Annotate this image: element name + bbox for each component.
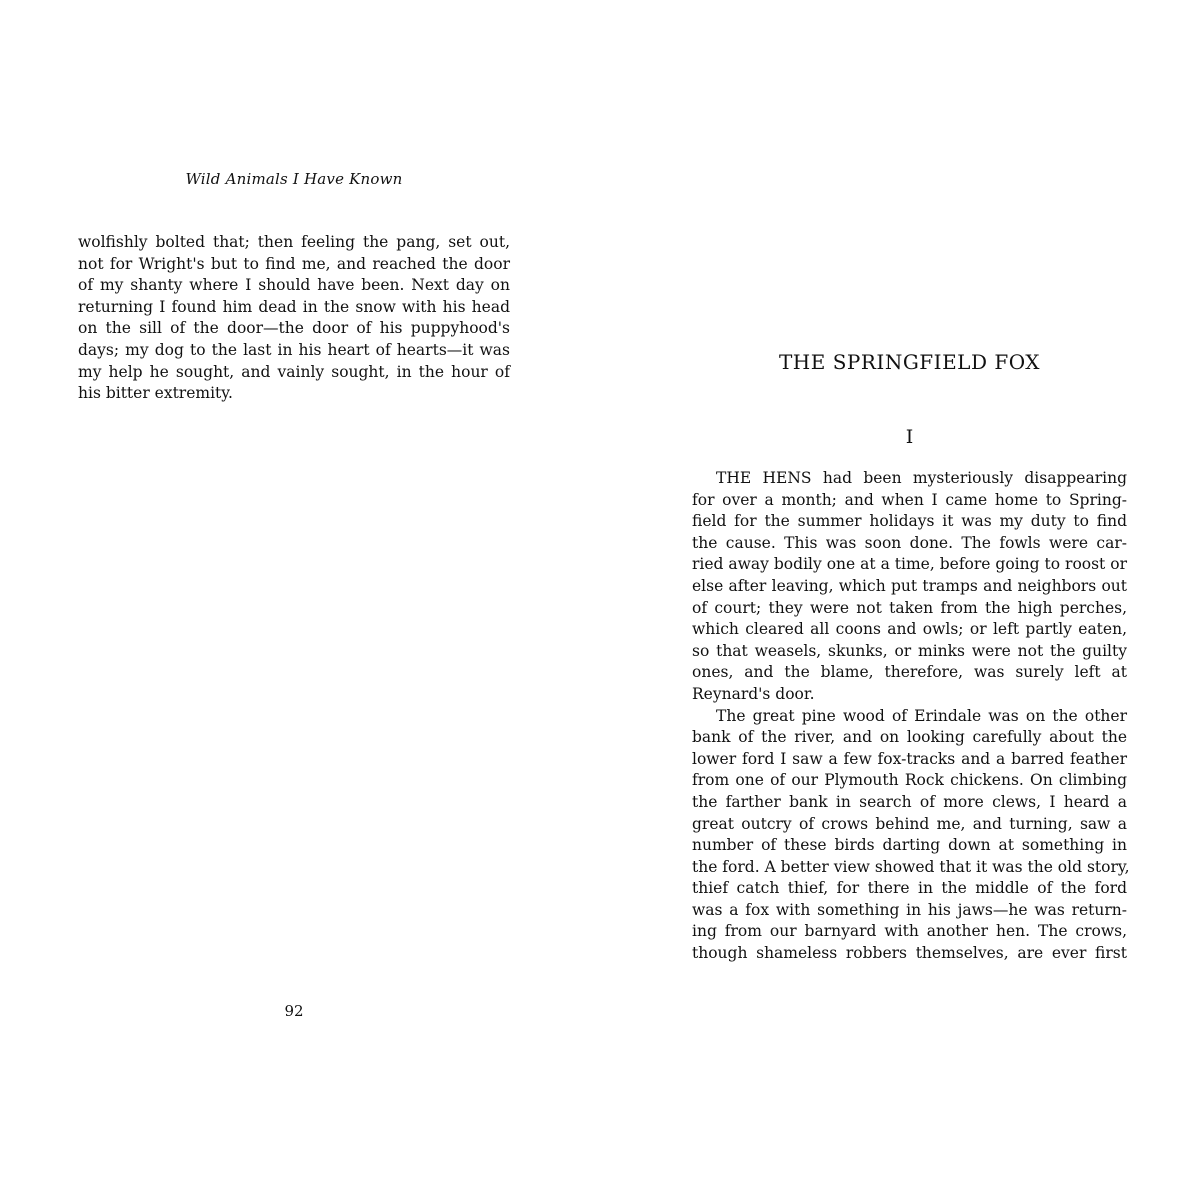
text-line: was a fox with something in his jaws—he was return- <box>692 900 1127 919</box>
text-line: thief catch thief, for there in the middle of the ford <box>692 879 1127 898</box>
text-line: of my shanty where I should have been. Next day on <box>78 276 510 295</box>
text-line: which cleared all coons and owls; or left partly eaten, <box>692 620 1127 639</box>
text-line: though shameless robbers themselves, are ever first <box>692 944 1127 963</box>
text-line: wolfishly bolted that; then feeling the pang, set out, <box>78 233 510 251</box>
text-line: for over a month; and when I came home to Spring- <box>692 490 1127 509</box>
text-line: great outcry of crows behind me, and turning, saw a <box>692 814 1127 833</box>
text-line: not for Wright's but to find me, and reached the door <box>78 254 510 273</box>
text-line: so that weasels, skunks, or minks were not the guilty <box>692 641 1127 660</box>
text-line: The great pine wood of Erindale was on the other <box>716 706 1127 725</box>
section-number: I <box>905 426 914 448</box>
text-line: else after leaving, which put tramps and neighbors out <box>692 576 1127 595</box>
text-line: my help he sought, and vainly sought, in the hour of <box>78 362 510 381</box>
text-line: from one of our Plymouth Rock chickens. On climbing <box>692 771 1127 790</box>
running-head: Wild Animals I Have Known <box>185 170 403 188</box>
text-line: ing from our barnyard with another hen. The crows, <box>692 922 1127 941</box>
text-line: the ford. A better view showed that it was the old story, <box>692 857 1130 876</box>
text-line: number of these birds darting down at something in <box>692 836 1127 855</box>
text-line: the cause. This was soon done. The fowls were car- <box>692 533 1127 552</box>
text-line: bank of the river, and on looking carefully about the <box>692 728 1127 747</box>
page-number: 92 <box>284 1002 304 1020</box>
left-page-text <box>78 232 510 405</box>
text-line: returning I found him dead in the snow with his head <box>78 297 510 316</box>
text-line: days; my dog to the last in his heart of hearts—it was <box>78 340 510 359</box>
text-line: lower ford I saw a few fox-tracks and a barred feather <box>692 749 1127 768</box>
text-line: Reynard's door. <box>692 684 815 703</box>
text-line: THE HENS had been mysteriously disappearing <box>716 469 1127 487</box>
text-line: the farther bank in search of more clews, I heard a <box>692 792 1127 811</box>
text-line: ried away bodily one at a time, before going to roost or <box>692 555 1127 574</box>
text-line: his bitter extremity. <box>78 384 233 403</box>
right-page <box>600 0 1200 1200</box>
text-line: on the sill of the door—the door of his puppyhood's <box>78 319 510 338</box>
text-line: field for the summer holidays it was my duty to find <box>692 512 1127 531</box>
chapter-title: THE SPRINGFIELD FOX <box>778 350 1041 374</box>
text-line: of court; they were not taken from the high perches, <box>692 598 1127 617</box>
text-line: ones, and the blame, therefore, was surely left at <box>692 663 1127 682</box>
right-page-text <box>692 468 1130 965</box>
